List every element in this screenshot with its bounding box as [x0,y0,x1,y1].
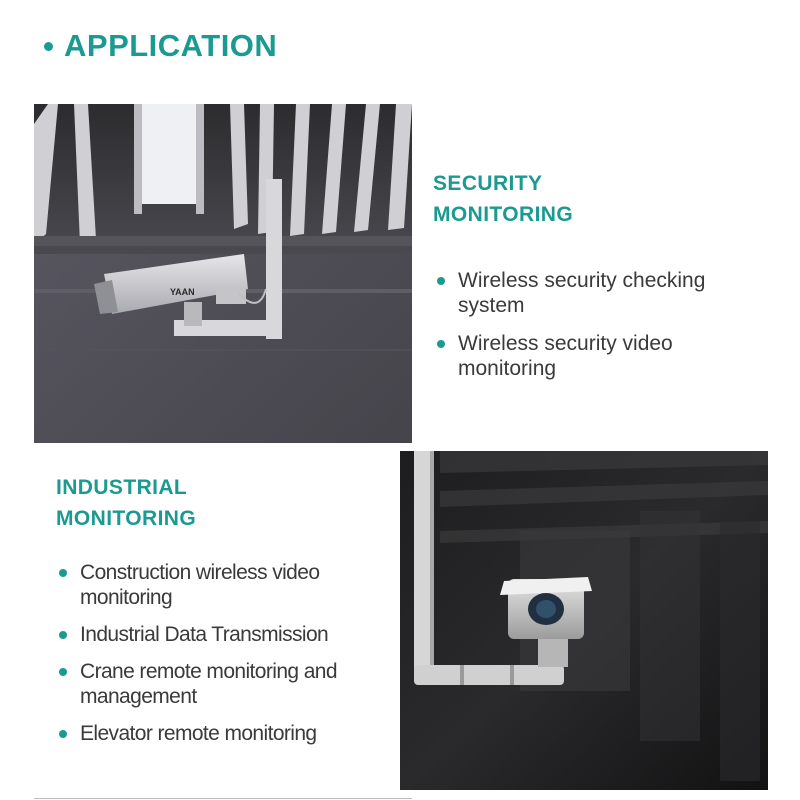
page-heading [44,28,277,64]
list-item: Construction wireless video monitoring [58,560,378,610]
security-title-line1: SECURITY [433,172,543,195]
industrial-title-line1: INDUSTRIAL [56,476,188,499]
industrial-title-line2: MONITORING [56,507,197,530]
list-item: Elevator remote monitoring [58,721,378,746]
security-camera-photo [34,104,412,443]
industrial-camera-photo [400,451,768,790]
list-item: Wireless security checking system [436,268,756,318]
security-monitoring-title [433,168,573,230]
list-item: Crane remote monitoring and management [58,659,378,709]
bottom-divider [34,798,412,799]
list-item: Industrial Data Transmission [58,622,378,647]
heading-bullet-icon [44,42,53,51]
industrial-bullet-list [58,560,378,758]
list-item: Wireless security video monitoring [436,331,756,381]
camera-brand-label: YAAN [170,287,195,297]
page-heading-text: APPLICATION [64,28,278,63]
security-bullet-list [436,268,756,394]
industrial-monitoring-title [56,472,196,534]
security-title-line2: MONITORING [433,203,574,226]
